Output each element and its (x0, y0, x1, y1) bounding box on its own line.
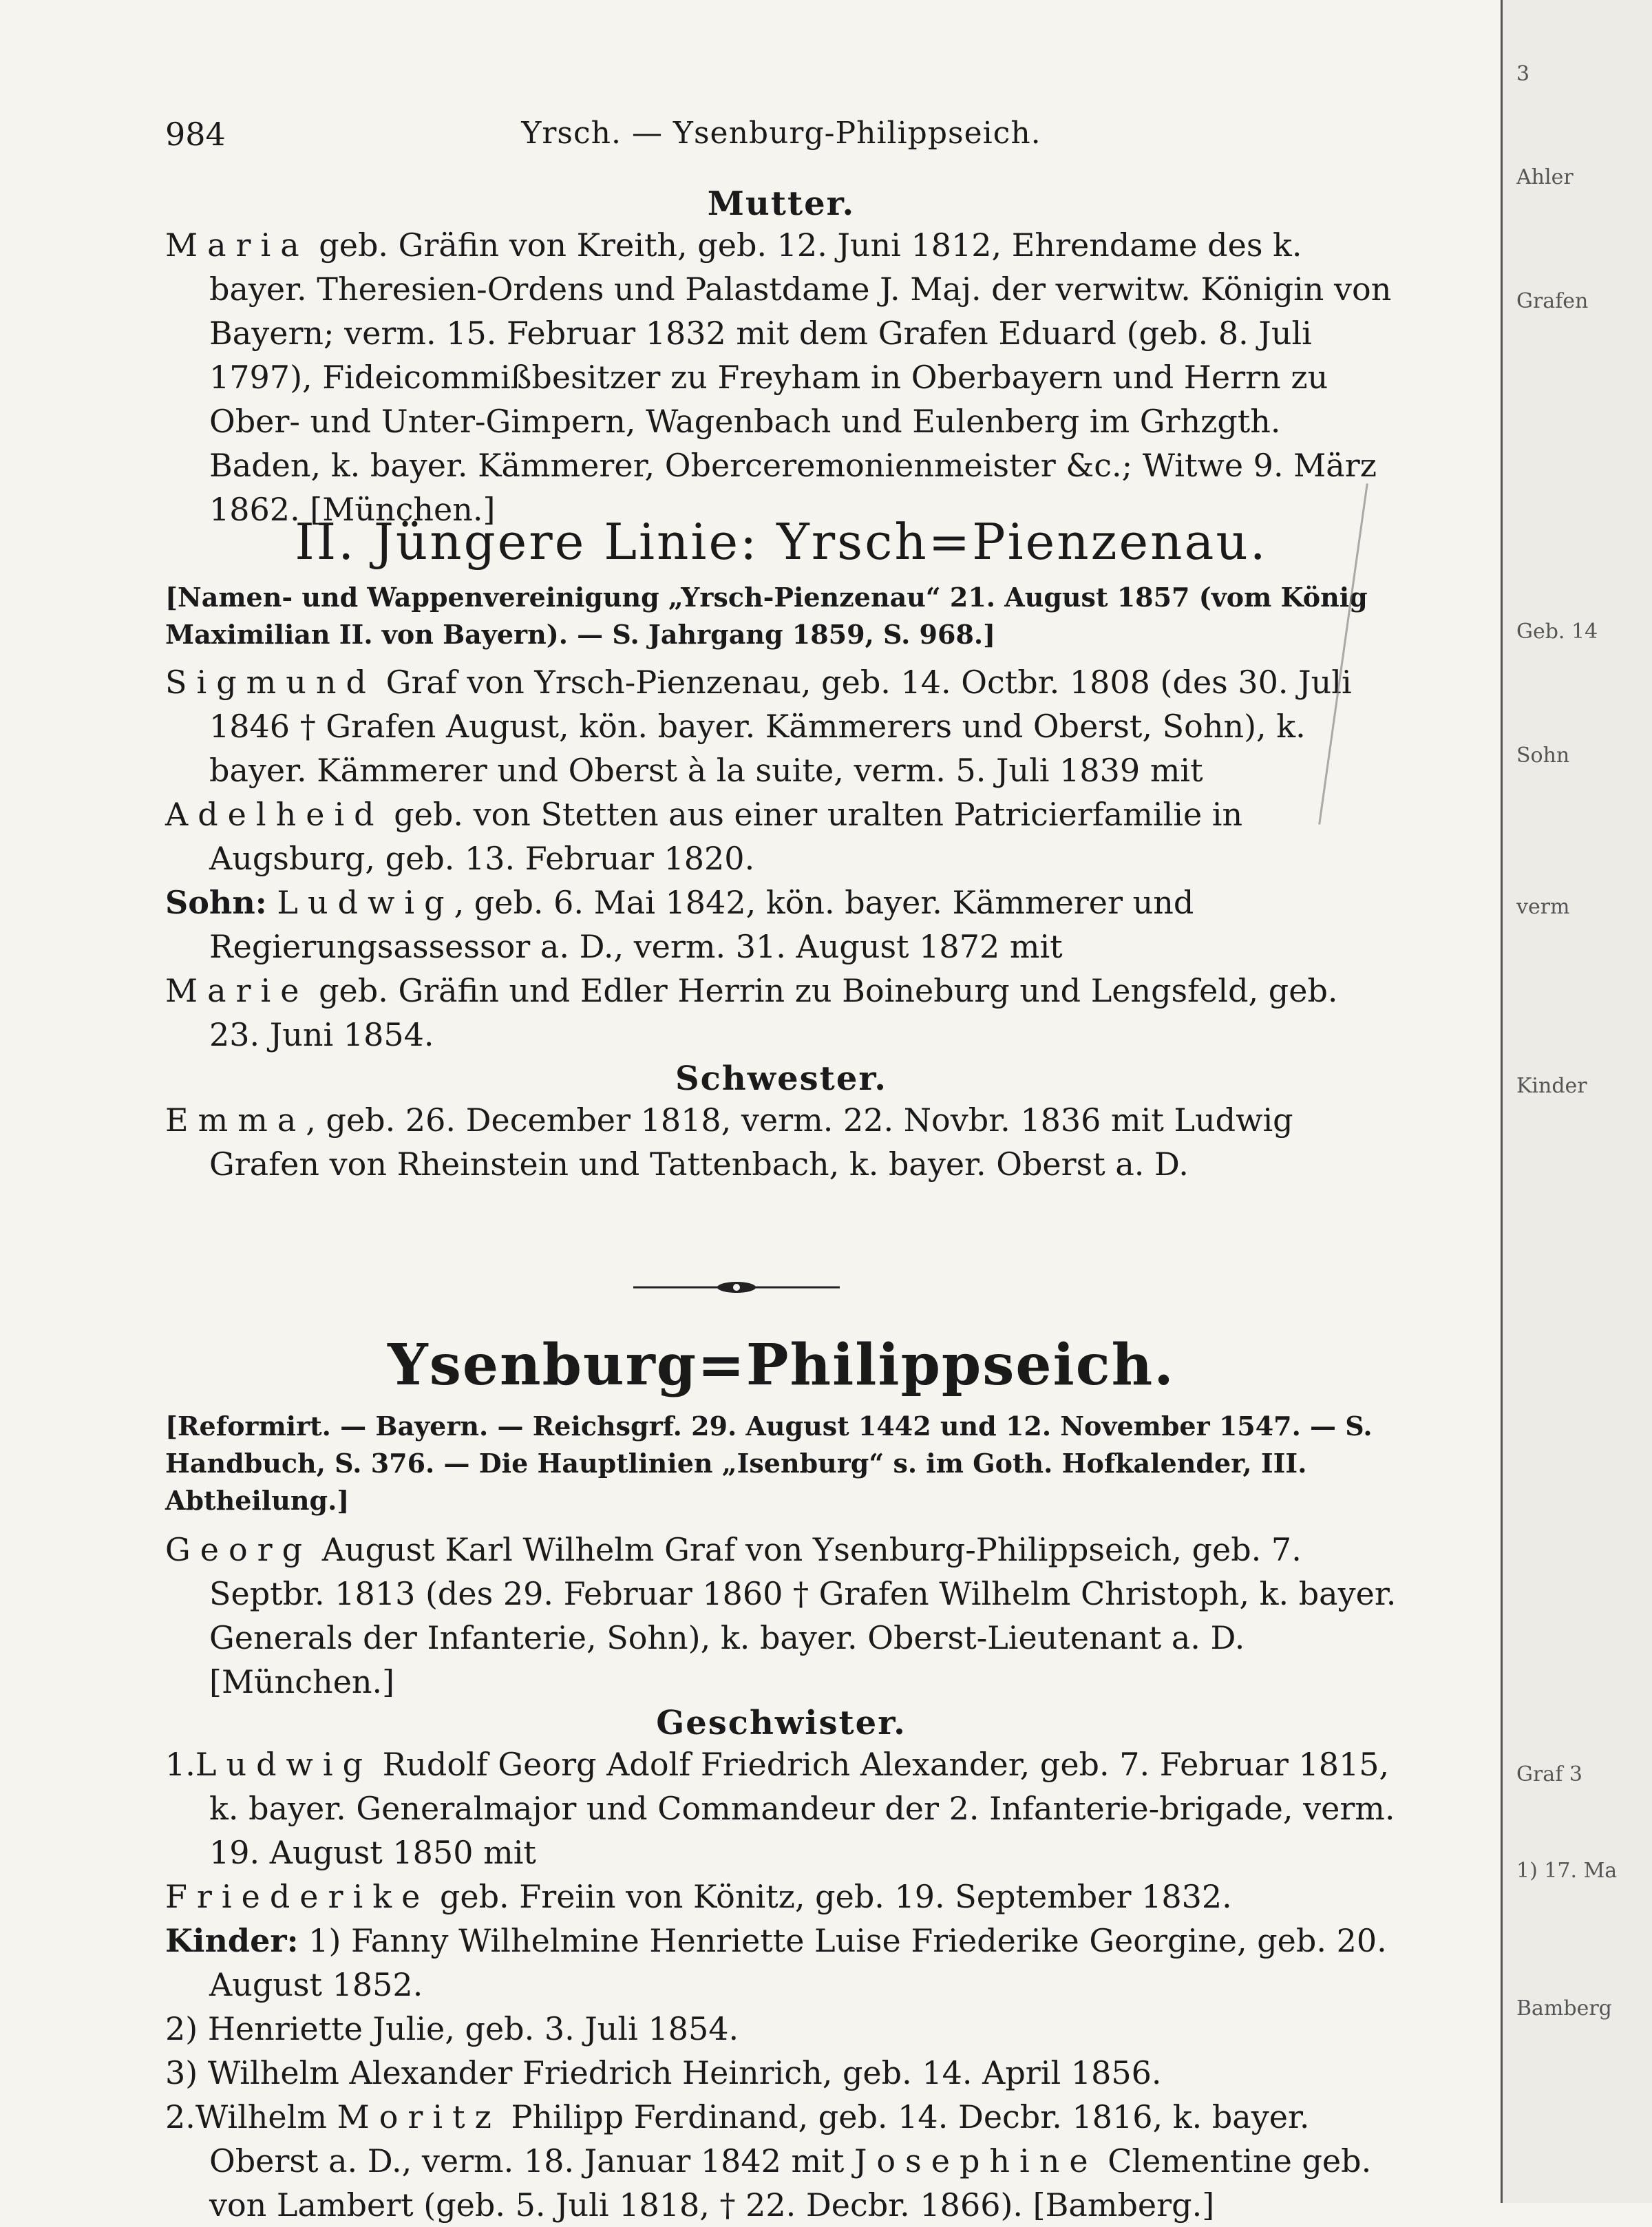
adelheid-text: geb. von Stetten aus einer uralten Patricierfamilie in Augsburg, geb. 13. Februar 1820. (209, 796, 1243, 877)
fragment-4: Geb. 14 (1516, 620, 1598, 644)
fragment-7: Kinder (1516, 1074, 1587, 1098)
children-entry-1 (165, 1919, 1397, 2007)
sister-heading: Schwester. (675, 1059, 887, 1098)
child-2: 2) Henriette Julie, geb. 3. Juli 1854. (165, 2010, 739, 2047)
marie-text: geb. Gräfin und Edler Herrin zu Boineburg und Lengsfeld, geb. 23. Juni 1854. (209, 972, 1338, 1053)
marie-entry (165, 969, 1397, 1057)
children-label: Kinder: (165, 1922, 299, 1959)
georg-entry (165, 1528, 1397, 1704)
sigmund-name: Sigmund (165, 664, 376, 701)
sibling-2-number: 2. (165, 2098, 195, 2135)
fragment-1: 3 (1516, 62, 1530, 86)
mother-name: Maria (165, 226, 309, 264)
sibling-1-entry (165, 1742, 1397, 1875)
younger-line-title: II. Jüngere Linie: Yrsch=Pienzenau. (295, 513, 1268, 571)
sibling-1-text: Rudolf Georg Adolf Friedrich Alexander, geb. 7. Februar 1815, k. bayer. Generalmajor und Commandeur der 2. Infanterie-brigade, verm. 19. August 1850 mit (209, 1746, 1395, 1871)
sibling-2-name: Moritz (337, 2098, 501, 2135)
emma-entry (165, 1098, 1397, 1186)
running-header (165, 116, 1397, 157)
emma-name: Emma (165, 1101, 306, 1139)
adelheid-name: Adelheid (165, 796, 384, 833)
georg-text: August Karl Wilhelm Graf von Ysenburg-Philippseich, geb. 7. Septbr. 1813 (des 29. Februar 1860 † Grafen Wilhelm Christoph, k. bayer. Generals der Infanterie, Sohn), k. bayer. Oberst-Lieutenant a. D. [München.] (209, 1531, 1397, 1700)
mother-heading: Mutter. (707, 184, 856, 223)
son-label: Sohn: (165, 884, 267, 921)
fragment-9: 1) 17. Ma (1516, 1859, 1618, 1883)
running-title: Yrsch. — Ysenburg-Philippseich. (521, 116, 1041, 151)
page-number: 984 (165, 116, 226, 153)
fragment-8: Graf 3 (1516, 1762, 1582, 1786)
ysenburg-note: [Reformirt. — Bayern. — Reichsgrf. 29. August 1442 und 12. November 1547. — S. Handbuch, S. 376. — Die Hauptlinien „Isenburg“ s. im Goth. Hofkalender, III. Abtheilung.] (165, 1411, 1373, 1516)
younger-line-section (165, 513, 1397, 1186)
adjacent-page-fragment (1501, 0, 1652, 2203)
mother-text: geb. Gräfin von Kreith, geb. 12. Juni 1812, Ehrendame des k. bayer. Theresien-Ordens und Palastdame J. Maj. der verwitw. Königin von Bayern; verm. 15. Februar 1832 mit dem Grafen Eduard (geb. 8. Juli 1797), Fideicommißbesitzer zu Freyham in Oberbayern und Herrn zu Ober- und Unter-Gimpern, Wagenbach und Eulenberg im Grhzgth. Baden, k. bayer. Kämmerer, Oberceremonienmeister &c.; Witwe 9. März 1862. [München.] (209, 226, 1392, 528)
fragment-2: Ahler (1516, 165, 1574, 189)
children-entry-2 (165, 2007, 1397, 2051)
sibling-2-entry (165, 2095, 1397, 2227)
marie-name: Marie (165, 972, 309, 1009)
fragment-5: Sohn (1516, 743, 1570, 768)
ludwig-name: Ludwig (277, 884, 454, 921)
georg-name: Georg (165, 1531, 313, 1568)
sibling-2-prename: Wilhelm (195, 2098, 327, 2135)
friederike-name: Friederike (165, 1878, 430, 1915)
sibling-2-text-2: Clementine geb. von Lambert (geb. 5. Juli 1818, † 22. Decbr. 1866). [Bamberg.] (209, 2142, 1372, 2224)
siblings-heading: Geschwister. (656, 1704, 907, 1742)
fragment-6: verm (1516, 895, 1570, 919)
sigmund-entry (165, 660, 1397, 792)
sigmund-text: Graf von Yrsch-Pienzenau, geb. 14. Octbr. 1808 (des 30. Juli 1846 † Grafen August, kön. bayer. Kämmerers und Oberst, Sohn), k. bayer. Kämmerer und Oberst à la suite, verm. 5. Juli 1839 mit (209, 664, 1352, 789)
child-1: 1) Fanny Wilhelmine Henriette Luise Friederike Georgine, geb. 20. August 1852. (209, 1922, 1387, 2003)
mother-section (165, 184, 1397, 531)
ornamental-divider (633, 1274, 840, 1301)
mother-entry (165, 223, 1397, 531)
child-3: 3) Wilhelm Alexander Friedrich Heinrich, geb. 14. April 1856. (165, 2054, 1162, 2091)
adelheid-entry (165, 792, 1397, 880)
ysenburg-section (165, 1332, 1397, 2227)
emma-text: , geb. 26. December 1818, verm. 22. Novbr. 1836 mit Ludwig Grafen von Rheinstein und Tattenbach, k. bayer. Oberst a. D. (209, 1101, 1293, 1183)
sibling-1-name: Ludwig (195, 1746, 373, 1783)
children-entry-3 (165, 2051, 1397, 2095)
fragment-3: Grafen (1516, 289, 1589, 313)
sibling-1-number: 1. (165, 1746, 195, 1783)
sibling-2-text-1: Philipp Ferdinand, geb. 14. Decbr. 1816, k. bayer. Oberst a. D., verm. 18. Januar 1842 mit (209, 2098, 1310, 2179)
friederike-text: geb. Freiin von Könitz, geb. 19. September 1832. (439, 1878, 1232, 1915)
ysenburg-title: Ysenburg=Philippseich. (388, 1332, 1175, 1398)
younger-line-note: [Namen- und Wappenvereinigung „Yrsch-Pienzenau“ 21. August 1857 (vom König Maximilian II. von Bayern). — S. Jahrgang 1859, S. 968.] (165, 582, 1368, 650)
ludwig-entry (165, 880, 1397, 969)
fragment-10: Bamberg (1516, 1996, 1612, 2020)
friederike-entry (165, 1875, 1397, 1919)
sibling-2-wife: Josephine (854, 2142, 1098, 2179)
ludwig-text: , geb. 6. Mai 1842, kön. bayer. Kämmerer und Regierungsassessor a. D., verm. 31. August 1872 mit (209, 884, 1194, 965)
